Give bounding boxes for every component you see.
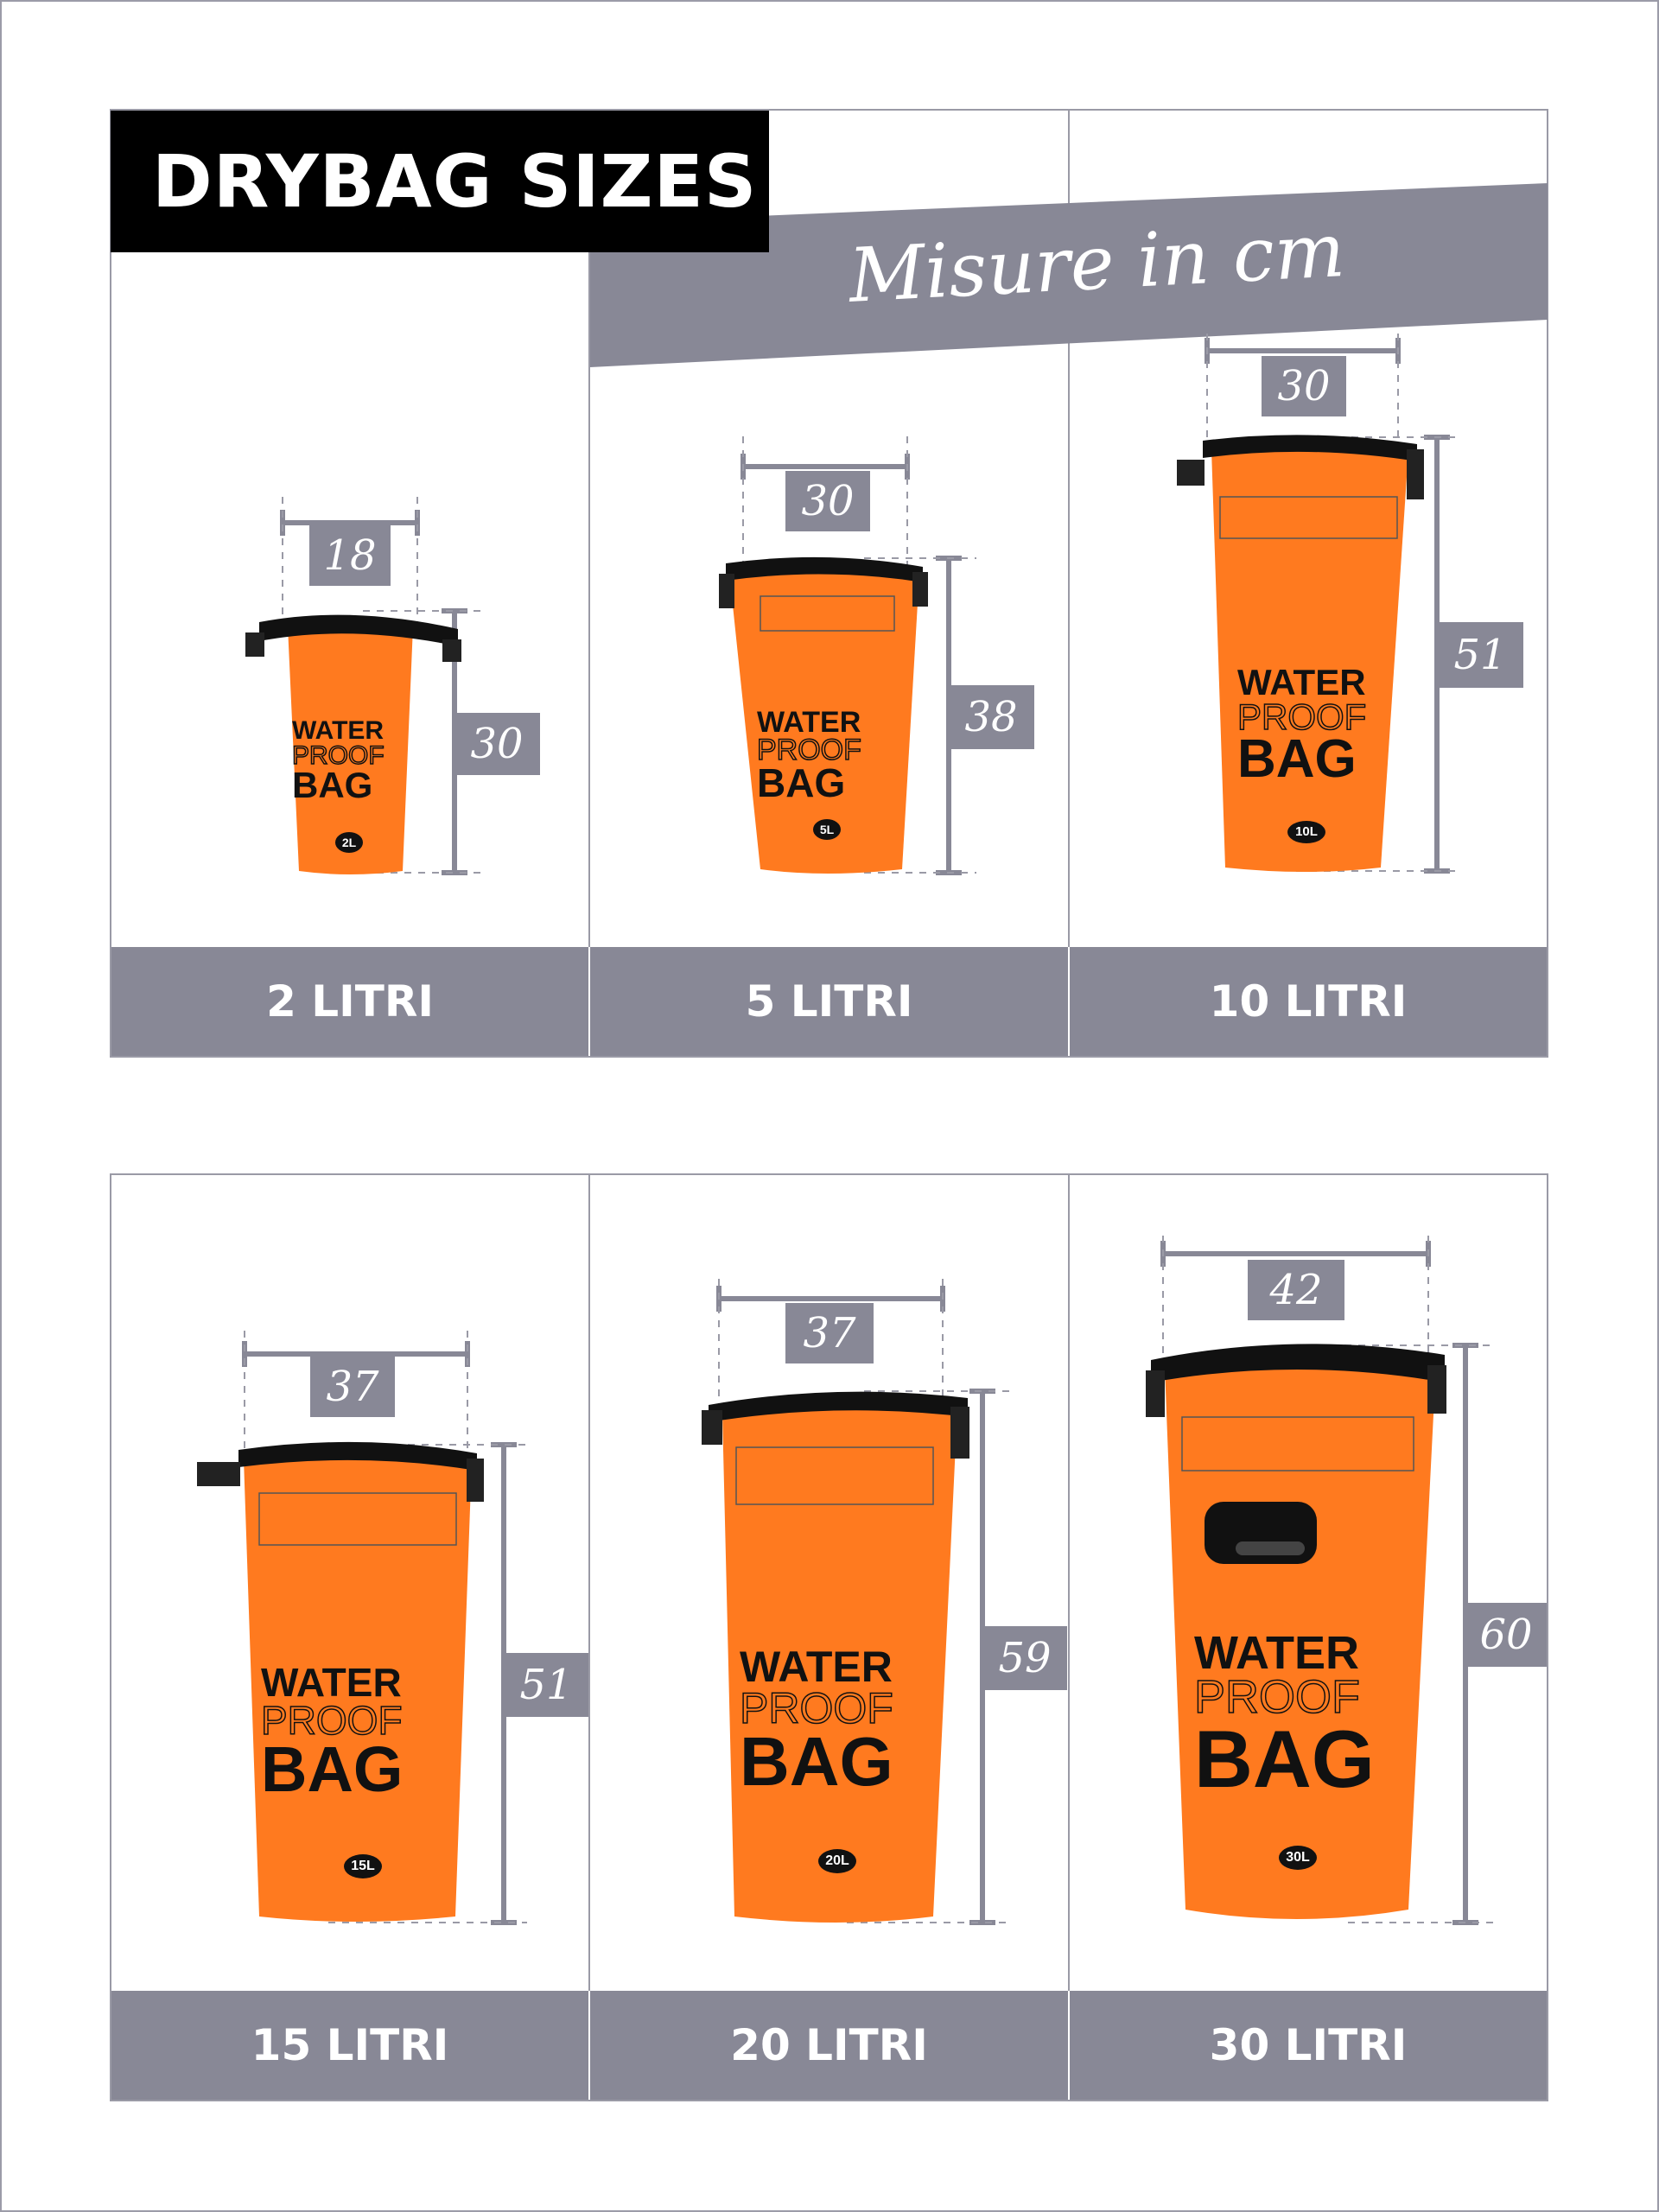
bag-20l-badge: 20L bbox=[818, 1849, 856, 1873]
bag-30l-badge: 30L bbox=[1279, 1846, 1317, 1870]
height-label-10l: 51 bbox=[1437, 622, 1523, 688]
width-label-10l: 30 bbox=[1262, 356, 1346, 416]
bag-2l-print: WATER PROOF BAG bbox=[292, 716, 385, 805]
height-label-2l: 30 bbox=[454, 713, 540, 775]
width-label-2l: 18 bbox=[309, 525, 391, 586]
bag-20l-print: WATER PROOF BAG bbox=[740, 1643, 893, 1800]
size-label-20l: 20 LITRI bbox=[590, 1991, 1068, 2100]
height-label-15l: 51 bbox=[504, 1653, 588, 1717]
size-label-5l: 5 LITRI bbox=[590, 947, 1068, 1056]
size-label-2l: 2 LITRI bbox=[111, 947, 588, 1056]
height-label-5l: 38 bbox=[948, 685, 1034, 749]
size-label-15l: 15 LITRI bbox=[111, 1991, 588, 2100]
bag-10l-print: WATER PROOF BAG bbox=[1237, 662, 1367, 789]
bag-10l-badge: 10L bbox=[1287, 821, 1325, 843]
height-label-20l: 59 bbox=[982, 1626, 1067, 1690]
height-label-30l: 60 bbox=[1465, 1603, 1547, 1667]
bag-5l-print: WATER PROOF BAG bbox=[757, 706, 861, 805]
bag-5l-badge: 5L bbox=[813, 819, 841, 840]
bag-15l-print: WATER PROOF BAG bbox=[261, 1660, 404, 1806]
width-label-20l: 37 bbox=[785, 1303, 874, 1363]
bag-2l-badge: 2L bbox=[335, 832, 363, 853]
width-label-15l: 37 bbox=[310, 1357, 395, 1417]
size-label-10l: 10 LITRI bbox=[1070, 947, 1547, 1056]
size-label-30l: 30 LITRI bbox=[1070, 1991, 1547, 2100]
width-label-5l: 30 bbox=[785, 471, 870, 531]
bag-30l-print: WATER PROOF BAG bbox=[1194, 1627, 1375, 1804]
page-title: DRYBAG SIZES bbox=[111, 111, 769, 252]
bag-15l-badge: 15L bbox=[344, 1854, 382, 1878]
subtitle: Misure in cm bbox=[847, 207, 1347, 320]
width-label-30l: 42 bbox=[1248, 1260, 1344, 1320]
